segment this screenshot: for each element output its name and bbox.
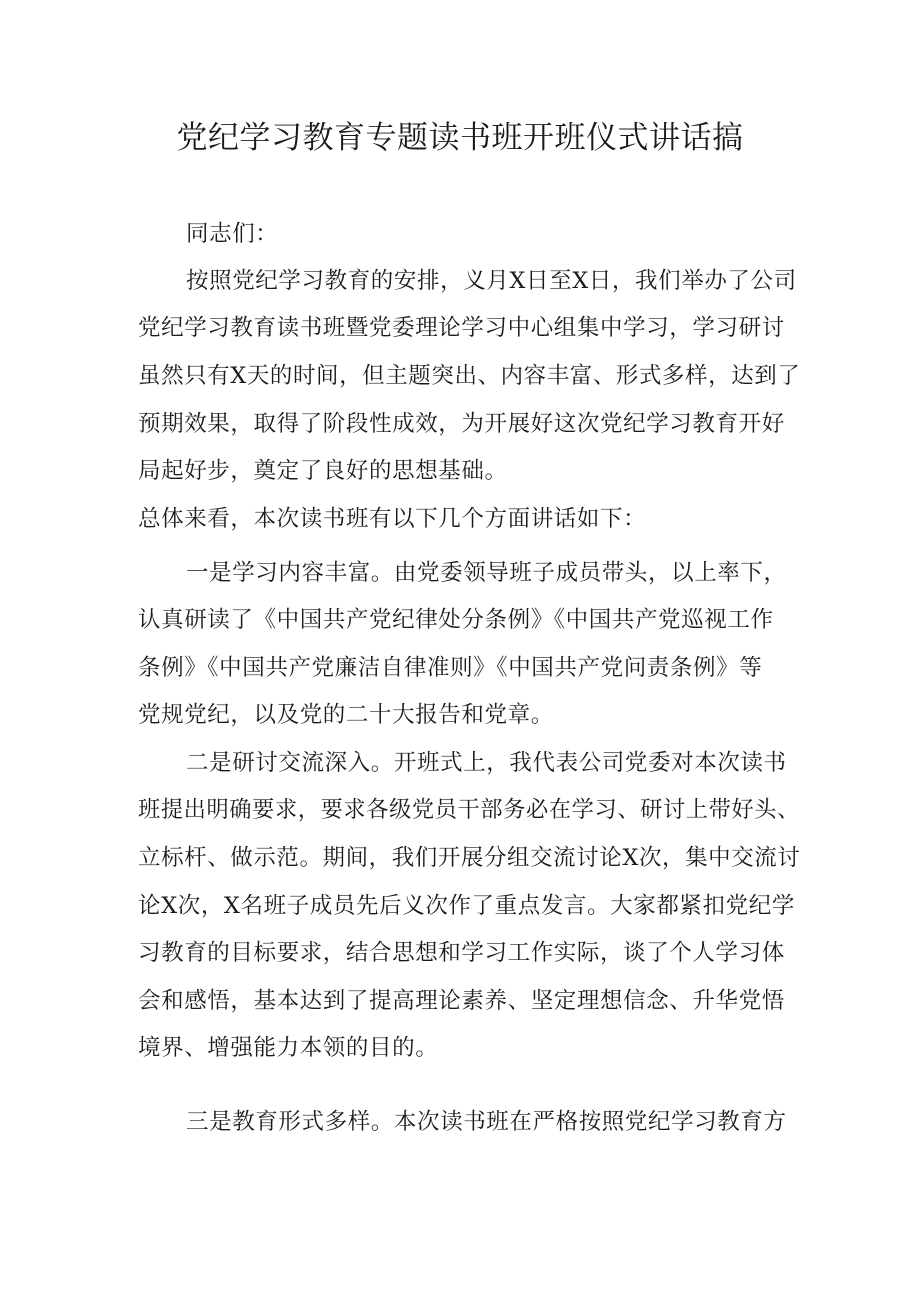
- point-1-line-3: 条例》《中国共产党廉洁自律准则》《中国共产党问责条例》等: [138, 655, 763, 681]
- point-2-line-7: 境界、增强能力本领的目的。: [138, 1035, 439, 1061]
- paragraph-1-line-1: 按照党纪学习教育的安排，义月X日至X日，我们举办了公司: [186, 268, 797, 294]
- paragraph-1-line-2: 党纪学习教育读书班暨党委理论学习中心组集中学习，学习研讨: [138, 315, 785, 341]
- point-1-line-2: 认真研读了《中国共产党纪律处分条例》《中国共产党巡视工作: [138, 607, 774, 633]
- point-2-line-3: 立标杆、做示范。期间，我们开展分组交流讨论X次，集中交流讨: [138, 845, 801, 871]
- point-2-line-1: 二是研讨交流深入。开班式上，我代表公司党委对本次读书: [186, 750, 787, 776]
- point-1-line-4: 党规党纪，以及党的二十大报告和党章。: [138, 702, 554, 728]
- point-2-line-5: 习教育的目标要求，结合思想和学习工作实际，谈了个人学习体: [138, 940, 785, 966]
- document-title: 党纪学习教育专题读书班开班仪式讲话搞: [176, 120, 744, 156]
- paragraph-1-line-5: 局起好步，奠定了良好的思想基础。: [138, 458, 508, 484]
- summary-line: 总体来看，本次读书班有以下几个方面讲话如下：: [138, 506, 647, 532]
- point-3-line-1: 三是教育形式多样。本次读书班在严格按照党纪学习教育方: [186, 1109, 787, 1135]
- paragraph-1-line-4: 预期效果，取得了阶段性成效，为开展好这次党纪学习教育开好: [138, 411, 785, 437]
- point-1-line-1: 一是学习内容丰富。由党委领导班子成员带头，以上率下，: [186, 560, 787, 586]
- point-2-line-2: 班提出明确要求，要求各级党员干部务必在学习、研讨上带好头、: [138, 797, 800, 823]
- paragraph-1-line-3: 虽然只有X天的时间，但主题突出、内容丰富、形式多样，达到了: [138, 363, 801, 389]
- point-2-line-4: 论X次，X名班子成员先后义次作了重点发言。大家都紧扣党纪学: [138, 893, 795, 919]
- salutation: 同志们：: [186, 221, 279, 247]
- point-2-line-6: 会和感悟，基本达到了提高理论素养、坚定理想信念、升华党悟: [138, 988, 785, 1014]
